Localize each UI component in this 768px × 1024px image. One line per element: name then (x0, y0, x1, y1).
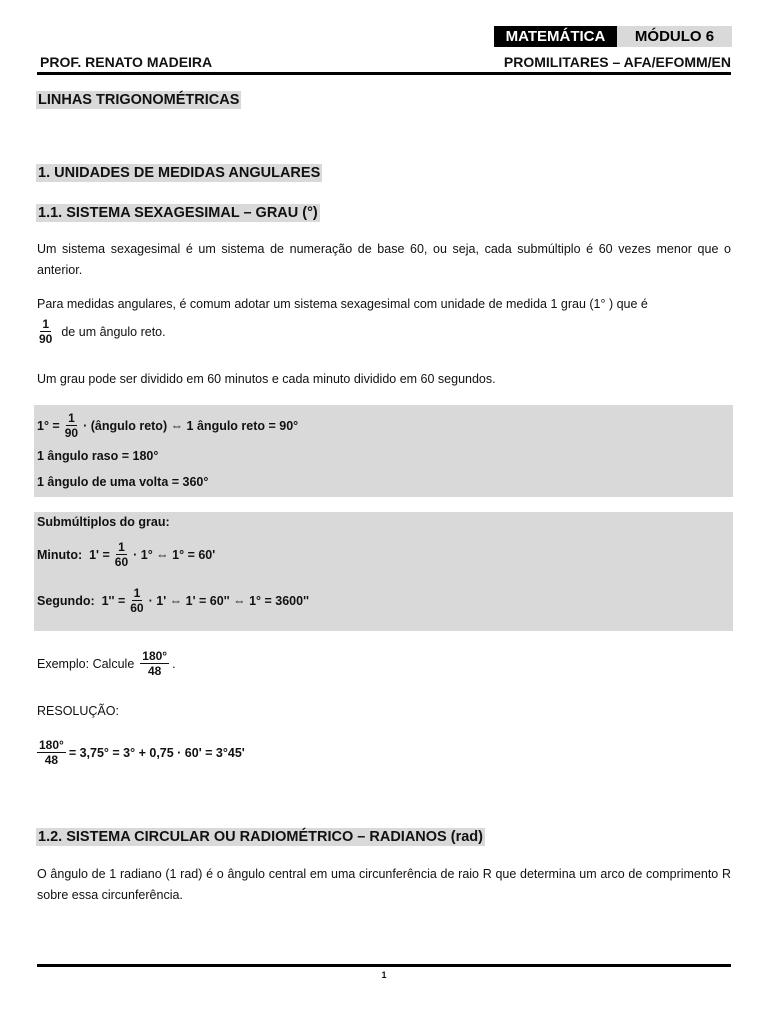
subsection-heading-radians: 1.2. SISTEMA CIRCULAR OU RADIOMÉTRICO – RADIANOS (rad) (38, 829, 483, 845)
header-rule (37, 72, 731, 75)
example-line (37, 649, 176, 678)
module-badge: MÓDULO 6 (617, 26, 732, 47)
formula-text: · (ângulo reto) ⇔ 1 ângulo reto = 90° (83, 418, 299, 433)
subsection-heading-sexagesimal: 1.1. SISTEMA SEXAGESIMAL – GRAU (°) (38, 205, 318, 221)
formula-text: · 1' ⇔ 1' = 60'' ⇔ 1° = 3600'' (148, 593, 310, 608)
example-label: Exemplo: Calcule (37, 656, 135, 671)
fraction-denominator: 48 (148, 664, 162, 678)
formula-straight-angle (37, 449, 158, 463)
fraction-denominator: 48 (44, 753, 59, 767)
formula-text: 1° = (37, 418, 60, 433)
fraction-numerator: 1 (118, 540, 125, 554)
formula-box-submultiples (34, 512, 733, 631)
fraction-one-sixtieth (128, 586, 145, 615)
footer-rule (37, 964, 731, 967)
fraction-numerator: 180° (39, 738, 64, 752)
fraction-resolution (37, 738, 66, 767)
formula-full-turn (37, 475, 208, 489)
paragraph-text: de um ângulo reto. (61, 324, 166, 339)
formula-minute (37, 540, 215, 569)
formula-text: · 1° ⇔ 1° = 60' (133, 547, 216, 562)
example-end: . (172, 656, 176, 671)
formula-text: Segundo: 1'' = (37, 593, 126, 608)
formula-text: 1 ângulo raso = 180° (37, 449, 159, 463)
paragraph-minutes-seconds: Um grau pode ser dividido em 60 minutos e cada minuto dividido em 60 segundos. (37, 372, 496, 386)
fraction-denominator: 90 (64, 426, 79, 440)
document-title: LINHAS TRIGONOMÉTRICAS (38, 92, 240, 108)
paragraph-degree-unit: Para medidas angulares, é comum adotar um sistema sexagesimal com unidade de medida 1 grau (1° ) que é (37, 297, 648, 311)
fraction-numerator: 180° (142, 649, 168, 663)
resolution-formula (37, 738, 245, 767)
section-heading: 1. UNIDADES DE MEDIDAS ANGULARES (38, 165, 321, 181)
submultiples-title (37, 515, 170, 529)
subject-badge: MATEMÁTICA (494, 26, 617, 47)
formula-box-degree (34, 405, 733, 497)
fraction-one-ninetieth (63, 411, 80, 440)
formula-degree-right-angle (37, 411, 298, 440)
fraction-denominator: 90 (39, 332, 53, 346)
fraction-numerator: 1 (133, 586, 141, 600)
fraction-denominator: 60 (130, 601, 144, 615)
resolution-label: RESOLUÇÃO: (37, 704, 119, 718)
fraction-numerator: 1 (42, 317, 50, 331)
paragraph-sexagesimal-definition: Um sistema sexagesimal é um sistema de numeração de base 60, ou seja, cada submúltiplo é 60 vezes menor que o anterior. (37, 242, 731, 277)
formula-text: Minuto: 1' = (37, 547, 110, 562)
fraction-example (140, 649, 169, 678)
fraction-numerator: 1 (68, 411, 75, 425)
page-number: 1 (381, 970, 387, 980)
professor-name: PROF. RENATO MADEIRA (40, 54, 213, 70)
box-title: Submúltiplos do grau: (37, 515, 170, 529)
formula-second (37, 586, 309, 615)
paragraph-degree-fraction (37, 317, 166, 346)
paragraph-radian-definition: O ângulo de 1 radiano (1 rad) é o ângulo central em uma circunferência de raio R que determina um arco de comprimento R sobre essa circunferência. (37, 867, 731, 902)
formula-text: 1 ângulo de uma volta = 360° (37, 475, 209, 489)
fraction-denominator: 60 (114, 555, 129, 569)
fraction-one-sixtieth (113, 540, 130, 569)
course-name: PROMILITARES – AFA/EFOMM/EN (503, 54, 731, 70)
fraction-one-ninetieth (37, 317, 54, 346)
formula-text: = 3,75° = 3° + 0,75 · 60' = 3°45' (68, 745, 245, 760)
